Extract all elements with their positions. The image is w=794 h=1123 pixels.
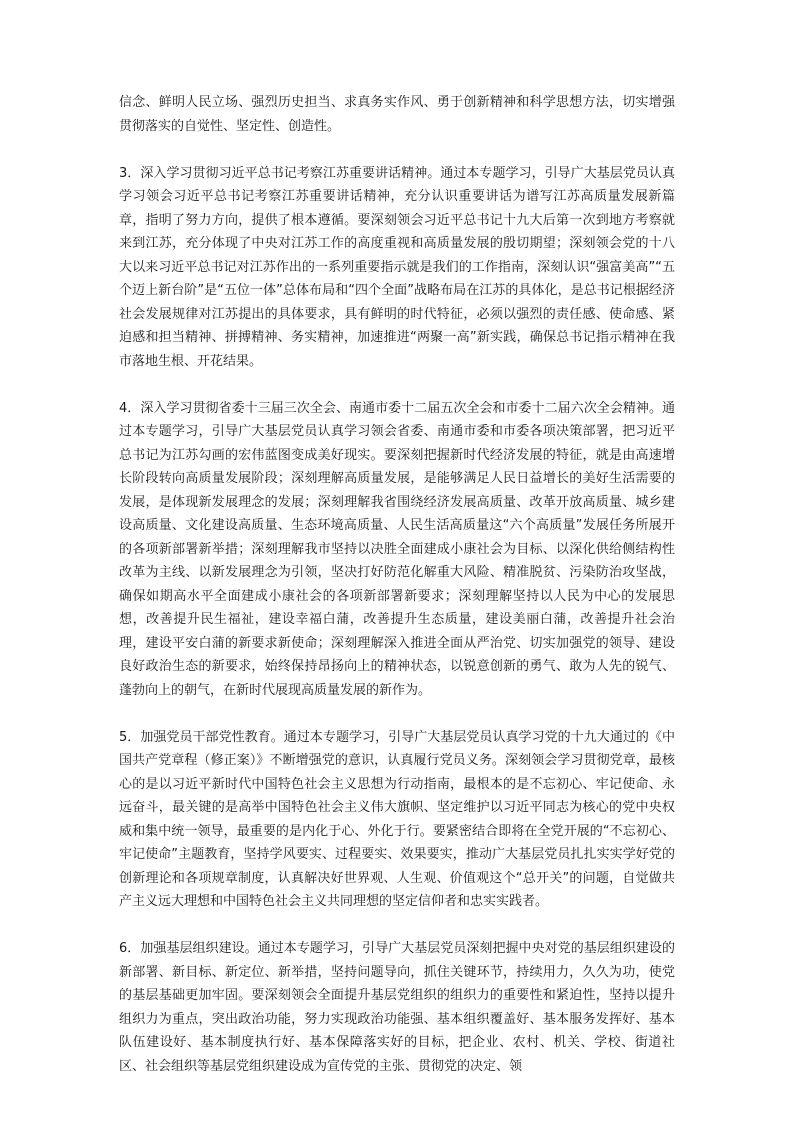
paragraph-number: 5． [119, 729, 141, 745]
document-body [119, 91, 675, 1102]
paragraph-continuation [119, 91, 675, 138]
paragraph-text: 深入学习贯彻习近平总书记考察江苏重要讲话精神。通过本专题学习，引导广大基层党员认真学习领会习近平总书记考察江苏重要讲话精神，充分认识重要讲话为谱写江苏高质量发展新篇章，指明了努力方向，提供了根本遵循。要深刻领会习近平总书记十九大后第一次到地方考察就来到江苏，充分体现了中央对江苏工作的高度重视和高质量发展的殷切期望；深刻领会党的十八大以来习近平总书记对江苏作出的一系列重要指示就是我们的工作指南，深刻认识“强富美高”“五个迈上新台阶”是“五位一体”总体布局和“四个全面”战略布局在江苏的具体化，是总书记根据经济社会发展规律对江苏提出的具体要求，具有鲜明的时代特征，必须以强烈的责任感、使命感、紧迫感和担当精神、拼搏精神、务实精神，加速推进“两聚一高”新实践，确保总书记指示精神在我市落地生根、开花结果。 [119, 165, 675, 369]
paragraph-item-6 [119, 937, 675, 1078]
paragraph-number: 3． [119, 165, 141, 181]
paragraph-number: 4． [119, 400, 141, 416]
paragraph-item-3 [119, 162, 675, 374]
paragraph-text: 加强党员干部党性教育。通过本专题学习，引导广大基层党员认真学习党的十九大通过的《中国共产党章程（修正案）》不断增强党的意识，认真履行党员义务。深刻领会学习贯彻党章，最核心的是以习近平新时代中国特色社会主义思想为行动指南，最根本的是不忘初心、牢记使命、永远奋斗，最关键的是高举中国特色社会主义伟大旗帜、坚定维护以习近平同志为核心的党中央权威和集中统一领导，最重要的是内化于心、外化于行。要紧密结合即将在全党开展的“不忘初心、牢记使命”主题教育，坚持学风要实、过程要实、效果要实，推动广大基层党员扎扎实实学好党的创新理论和各项规章制度，认真解决好世界观、人生观、价值观这个“总开关”的问题，自觉做共产主义远大理想和中国特色社会主义共同理想的坚定信仰者和忠实实践者。 [119, 729, 675, 909]
paragraph-item-4 [119, 397, 675, 703]
paragraph-text: 信念、鲜明人民立场、强烈历史担当、求真务实作风、勇于创新精神和科学思想方法，切实增强贯彻落实的自觉性、坚定性、创造性。 [119, 95, 675, 134]
paragraph-number: 6． [119, 941, 141, 956]
paragraph-text: 深入学习贯彻省委十三届三次全会、南通市委十二届五次全会和市委十二届六次全会精神。通过本专题学习，引导广大基层党员认真学习领会省委、南通市委和市委各项决策部署，把习近平总书记为江苏勾画的宏伟蓝图变成美好现实。要深刻把握新时代经济发展的特征，就是由高速增长阶段转向高质量发展阶段；深刻理解高质量发展，是能够满足人民日益增长的美好生活需要的发展，是体现新发展理念的发展；深刻理解我省围绕经济发展高质量、改革开放高质量、城乡建设高质量、文化建设高质量、生态环境高质量、人民生活高质量这“六个高质量”发展任务所展开的各项新部署新举措；深刻理解我市坚持以决胜全面建成小康社会为目标、以深化供给侧结构性改革为主线、以新发展理念为引领，坚决打好防范化解重大风险、精准脱贫、污染防治攻坚战，确保如期高水平全面建成小康社会的各项新部署新要求；深刻理解坚持以人民为中心的发展思想，改善提升民生福祉，建设幸福白蒲，改善提升生态质量，建设美丽白蒲，改善提升社会治理，建设平安白蒲的新要求新使命；深刻理解深入推进全面从严治党、切实加强党的领导、建设良好政治生态的新要求，始终保持昂扬向上的精神状态，以锐意创新的勇气、敢为人先的锐气、蓬勃向上的朝气，在新时代展现高质量发展的新作为。 [119, 400, 675, 698]
paragraph-item-5 [119, 726, 675, 914]
paragraph-text: 加强基层组织建设。通过本专题学习，引导广大基层党员深刻把握中央对党的基层组织建设的新部署、新目标、新定位、新举措，坚持问题导向，抓住关键环节，持续用力，久久为功，使党的基层基础更加牢固。要深刻领会全面提升基层党组织的组织力的重要性和紧迫性，坚持以提升组织力为重点，突出政治功能，努力实现政治功能强、基本组织覆盖好、基本服务发挥好、基本队伍建设好、基本制度执行好、基本保障落实好的目标，把企业、农村、机关、学校、街道社区、社会组织等基层党组织建设成为宣传党的主张、贯彻党的决定、领 [119, 941, 675, 1074]
